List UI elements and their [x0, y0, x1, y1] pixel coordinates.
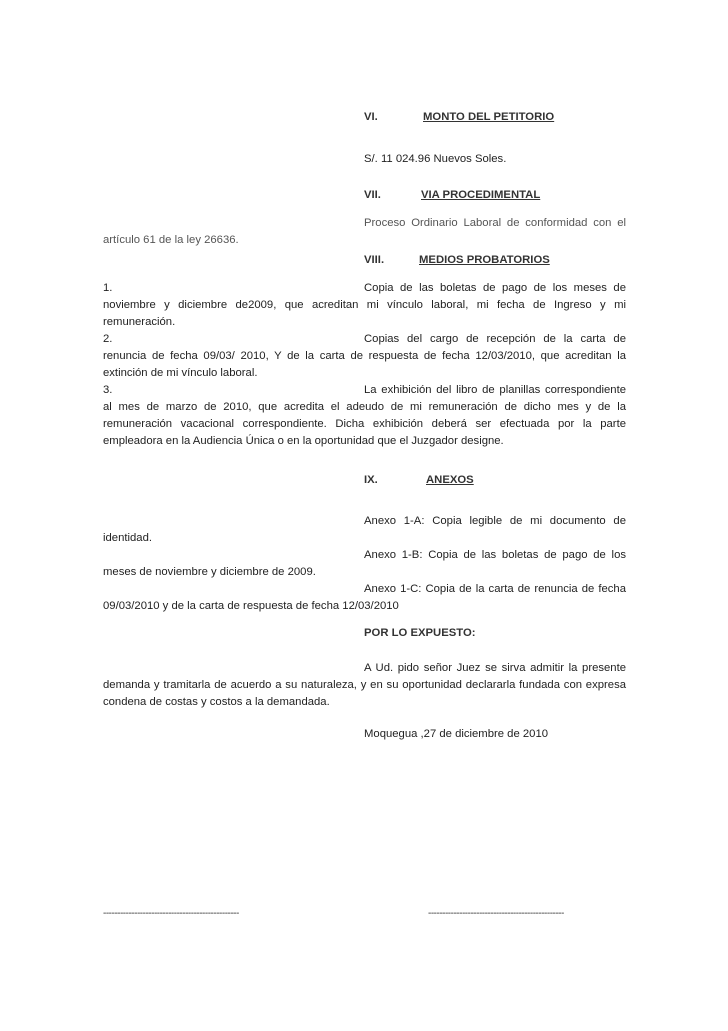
medio-item-1 [103, 280, 626, 331]
medio-text-2: Copias del cargo de recepción de la carta de renuncia de fecha 09/03/ 2010, Y de la carta de respuesta de fecha 12/03/2010, que acreditan la extinción de mi vínculo laboral. [103, 333, 626, 379]
medio-text-3: La exhibición del libro de planillas correspondiente al mes de marzo de 2010, que acredita el adeudo de mi remuneración de dicho mes y de la remuneración vacacional correspondiente. Dicha exhibición deberá ser efectuada por la parte empleadora en la Audiencia Única o en la oportunidad que el Juzgador designe. [103, 384, 626, 447]
anexo-item-1c [103, 581, 626, 615]
lugar-fecha: Moquegua ,27 de diciembre de 2010 [364, 728, 549, 740]
signature-line-right: ------------------------------------------------ [428, 908, 564, 919]
medio-number-3: 3. [103, 384, 113, 396]
monto-text: S/. 11 024.96 Nuevos Soles. [364, 153, 507, 165]
peticion-text: A Ud. pido señor Juez se sirva admitir la presente demanda y tramitarla de acuerdo a su naturaleza, y en su oportunidad declararla fundada con expresa condena de costas y costos a la demandada. [103, 662, 626, 708]
section-ix-number: IX. [364, 474, 378, 486]
anexo-text-1b: Anexo 1-B: Copia de las boletas de pago de los meses de noviembre y diciembre de 2009. [103, 549, 626, 578]
anexo-text-1c: Anexo 1-C: Copia de la carta de renuncia de fecha 09/03/2010 y de la carta de respuesta de fecha 12/03/2010 [103, 583, 626, 612]
via-text-content: Proceso Ordinario Laboral de conformidad con el artículo 61 de la ley 26636. [103, 217, 626, 246]
anexo-item-1a [103, 513, 626, 547]
peticion-paragraph [103, 660, 626, 711]
section-vi-title: MONTO DEL PETITORIO [423, 111, 555, 123]
section-ix-title: ANEXOS [426, 474, 474, 486]
signature-line-left: ------------------------------------------------ [103, 908, 239, 919]
por-lo-expuesto-heading: POR LO EXPUESTO: [364, 627, 476, 639]
medio-number-2: 2. [103, 333, 113, 345]
medio-text-1: Copia de las boletas de pago de los meses de noviembre y diciembre de2009, que acreditan mi vínculo laboral, mi fecha de Ingreso y mi remuneración. [103, 282, 626, 328]
anexo-text-1a: Anexo 1-A: Copia legible de mi documento de identidad. [103, 515, 626, 544]
section-vii-title: VIA PROCEDIMENTAL [421, 189, 541, 201]
section-viii-number: VIII. [364, 254, 385, 266]
anexo-item-1b [103, 547, 626, 581]
medio-number-1: 1. [103, 282, 113, 294]
via-procedimental-text [103, 215, 626, 249]
section-vii-number: VII. [364, 189, 381, 201]
medio-item-3 [103, 382, 626, 450]
section-vi-number: VI. [364, 111, 378, 123]
section-viii-title: MEDIOS PROBATORIOS [419, 254, 550, 266]
medio-item-2 [103, 331, 626, 382]
